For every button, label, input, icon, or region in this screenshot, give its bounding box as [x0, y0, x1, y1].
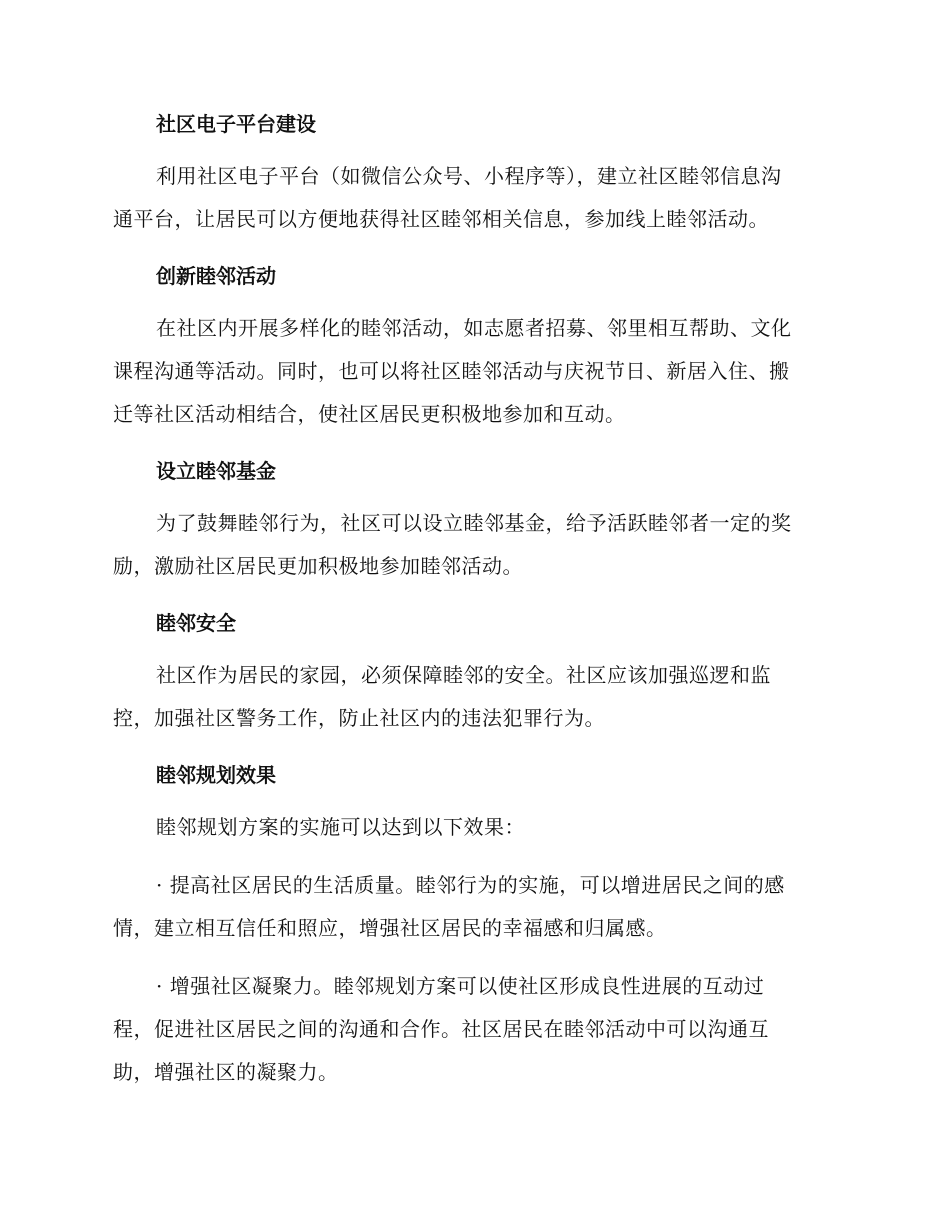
- paragraph-line: 励，激励社区居民更加积极地参加睦邻活动。: [113, 554, 523, 578]
- section-safety: [113, 603, 833, 740]
- paragraph-line: 控，加强社区警务工作，防止社区内的违法犯罪行为。: [113, 706, 605, 730]
- document-content: [113, 104, 833, 1109]
- paragraph-line: 课程沟通等活动。同时，也可以将社区睦邻活动与庆祝节日、新居入住、搬: [113, 359, 790, 383]
- paragraph-line: 在社区内开展多样化的睦邻活动，如志愿者招募、邻里相互帮助、文化: [156, 316, 792, 340]
- section-activities: [113, 256, 833, 436]
- paragraph-line: · 增强社区凝聚力。睦邻规划方案可以使社区形成良性进展的互动过: [156, 974, 765, 998]
- section-heading: 创新睦邻活动: [156, 264, 276, 288]
- bullet-paragraph: [113, 864, 833, 950]
- section-effects: [113, 755, 833, 1094]
- paragraph-line: 情，建立相互信任和照应，增强社区居民的幸福感和归属感。: [113, 916, 667, 940]
- paragraph-line: 社区作为居民的家园，必须保障睦邻的安全。社区应该加强巡逻和监: [156, 663, 771, 687]
- section-paragraph: [113, 155, 833, 241]
- section-heading: 社区电子平台建设: [156, 112, 316, 136]
- paragraph-line: 为了鼓舞睦邻行为，社区可以设立睦邻基金，给予活跃睦邻者一定的奖: [156, 511, 792, 535]
- paragraph-line: 助，增强社区的凝聚力。: [113, 1060, 339, 1084]
- section-fund: [113, 451, 833, 588]
- section-paragraph: [113, 806, 833, 849]
- bullet-paragraph: [113, 965, 833, 1094]
- paragraph-line: 迁等社区活动相结合，使社区居民更积极地参加和互动。: [113, 402, 626, 426]
- section-heading: 睦邻规划效果: [156, 763, 276, 787]
- paragraph-line: 通平台，让居民可以方便地获得社区睦邻相关信息，参加线上睦邻活动。: [113, 207, 769, 231]
- paragraph-line: · 提高社区居民的生活质量。睦邻行为的实施，可以增进居民之间的感: [156, 873, 785, 897]
- paragraph-line: 程，促进社区居民之间的沟通和合作。社区居民在睦邻活动中可以沟通互: [113, 1017, 769, 1041]
- paragraph-line: 睦邻规划方案的实施可以达到以下效果：: [156, 815, 525, 839]
- paragraph-line: 利用社区电子平台（如微信公众号、小程序等），建立社区睦邻信息沟: [156, 164, 782, 188]
- section-platform: [113, 104, 833, 241]
- section-heading: 设立睦邻基金: [156, 459, 276, 483]
- section-heading: 睦邻安全: [156, 611, 236, 635]
- section-paragraph: [113, 654, 833, 740]
- section-paragraph: [113, 307, 833, 436]
- section-paragraph: [113, 502, 833, 588]
